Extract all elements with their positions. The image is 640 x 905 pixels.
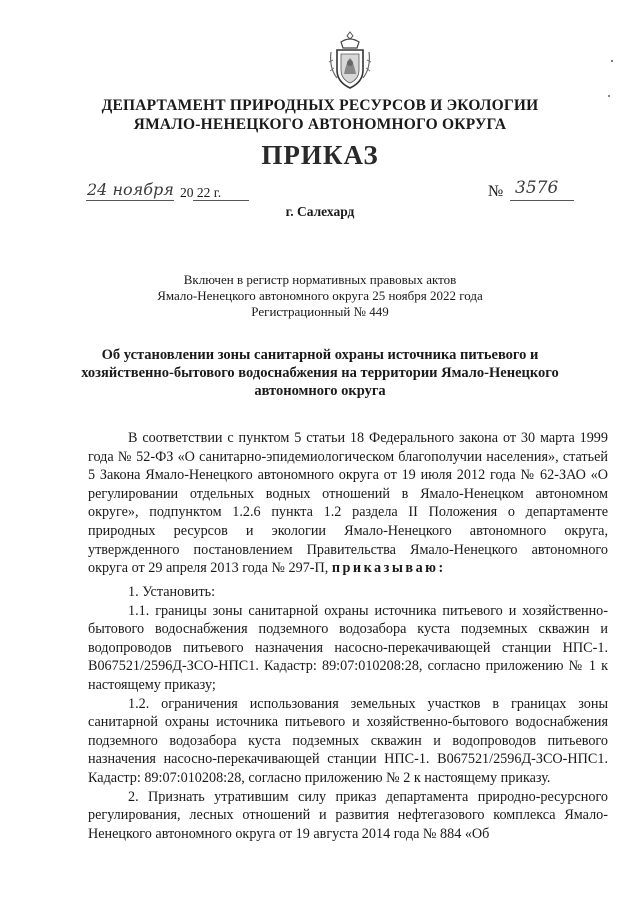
preamble-block — [88, 429, 608, 578]
item-1-1: 1.1. границы зоны санитарной охраны источника питьевого и хозяйственно-бытового водоснабжения подземного водозабора куста подземных скважин и водопроводов питьевого назначения насосно-перекачивающей станции НПС-1. В067521/2596Д-ЗСО-НПС1. Кадастр: 89:07:010208:28, согласно приложению № 1 к настоящему приказу; — [88, 602, 608, 693]
registration-line3: Регистрационный № 449 — [251, 304, 389, 319]
scan-speck — [611, 60, 613, 62]
handwritten-number: 3576 — [515, 178, 559, 198]
handwritten-date: 24 ноября — [87, 180, 174, 199]
number-sign: № — [488, 183, 504, 200]
item-1: 1. Установить: — [128, 584, 216, 600]
year-underline — [193, 200, 249, 201]
department-name-line2: ЯМАЛО-НЕНЕЦКОГО АВТОНОМНОГО ОКРУГА — [133, 116, 507, 133]
prikazyvayu-word: приказываю: — [331, 560, 446, 577]
item-2: 2. Признать утратившим силу приказ департамента природно-ресурсного регулирования, лесных отношений и развития нефтегазового комплекса Ямало-Ненецкого автономного округа от 19 августа 2014 года № 884 «Об — [88, 788, 608, 842]
order-items-block — [88, 583, 608, 843]
registration-line1: Включен в регистр нормативных правовых актов — [183, 272, 457, 287]
registration-line2: Ямало-Ненецкого автономного округа 25 ноября 2022 года — [157, 288, 483, 303]
date-underline — [86, 200, 174, 201]
document-type: ПРИКАЗ — [261, 140, 379, 170]
coat-of-arms-emblem — [327, 30, 373, 92]
preamble-text: В соответствии с пунктом 5 статьи 18 Федерального закона от 30 марта 1999 года № 52-ФЗ «О санитарно-эпидемиологическом благополучии населения», статьей 5 Закона Ямало-Ненецкого автономного округа от 19 июля 2012 года № 62-ЗАО «О регулировании отдельных водных отношений в Ямало-Ненецком автономном округе», подпунктом 1.2.6 пункта 1.2 раздела II Положения о департаменте природных ресурсов и экологии Ямало-Ненецкого автономного округа, утвержденного постановлением Правительства Ямало-Ненецкого автономного округа от 29 апреля 2013 года № 297-П, — [88, 430, 608, 577]
order-title-line1: Об установлении зоны санитарной охраны источника питьевого и — [101, 347, 539, 363]
order-title-line2: хозяйственно-бытового водоснабжения на территории Ямало-Ненецкого — [81, 365, 559, 381]
document-year: 20 22 г. — [180, 185, 222, 200]
item-1-2: 1.2. ограничения использования земельных участков в границах зоны санитарной охраны источника питьевого и хозяйственно-бытового водоснабжения подземного водозабора куста подземных скважин и водопроводов питьевого назначения насосно-перекачивающей станции НПС-1. В067521/2596Д-ЗСО-НПС1. Кадастр: 89:07:010208:28, согласно приложению № 2 к настоящему приказу. — [88, 695, 608, 786]
city: г. Салехард — [285, 204, 355, 219]
number-underline — [510, 200, 574, 201]
department-name-line1: ДЕПАРТАМЕНТ ПРИРОДНЫХ РЕСУРСОВ И ЭКОЛОГИИ — [101, 97, 539, 114]
order-title-line3: автономного округа — [254, 383, 386, 399]
preamble-paragraph — [88, 429, 608, 578]
